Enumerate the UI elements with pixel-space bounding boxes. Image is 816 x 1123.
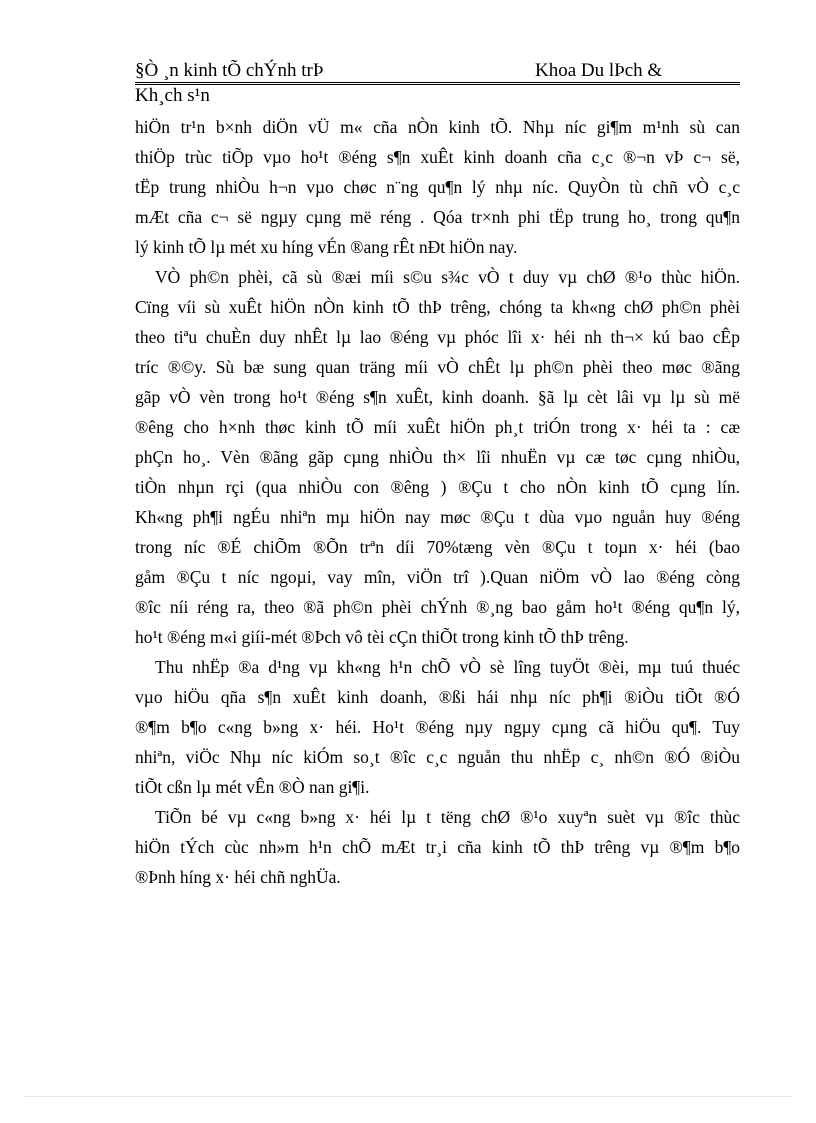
text-line: thiÖp trùc tiÕp vµo ho¹t ®éng s¶n xuÊt kinh doanh cña c¸c ®¬n vÞ c¬ së, [135,147,740,167]
text-line: TiÕn bé vµ c«ng b»ng x· héi lµ t tëng chØ ®¹o xuyªn suèt vµ ®îc thùc [155,807,740,827]
header-course-title: §Ò ¸n kinh tÕ chÝnh trÞ [135,60,324,81]
paragraph [135,262,740,652]
text-line: ho¹t ®éng m«i giíi-mét ®Þch vô tèi cÇn thiÕt trong kinh tÕ thÞ trêng. [135,627,629,647]
text-line: tiÒn nhµn rçi (qua nhiÒu con ®êng ) ®Çu t cho nÒn kinh tÕ cµng lín. [135,477,740,497]
text-line: ®êng cho h×nh thøc kinh tÕ míi xuÊt hiÖn ph¸t triÓn trong x· héi ta : cæ [135,417,740,437]
paragraph [135,652,740,802]
text-line: hiÖn tr¹n b×nh diÖn vÜ m« cña nÒn kinh tÕ. Nhµ níc gi¶m m¹nh sù can [135,117,740,137]
page-header [135,60,740,106]
text-line: tiÕt cßn lµ mét vÊn ®Ò nan gi¶i. [135,777,370,797]
header-divider [135,82,740,85]
text-line: vµo hiÖu qña s¶n xuÊt kinh doanh, ®ßi hái nhµ níc ph¶i ®iÒu tiÕt ®Ó [135,687,740,707]
text-line: gãp vÒ vèn trong ho¹t ®éng s¶n xuÊt, kinh doanh. §ã lµ cèt lâi vµ lµ sù më [135,387,740,407]
text-line: phÇn ho¸. Vèn ®ãng gãp cµng nhiÒu th× lîi nhuËn vµ cæ tøc cµng nhiÒu, [135,447,740,467]
paragraph [135,802,740,892]
text-line: trong níc ®É chiÕm ®Õn trªn díi 70%tæng vèn ®Çu t toµn x· héi (bao [135,537,740,557]
page-bottom-divider [25,1096,791,1097]
header-faculty-continuation: Kh¸ch s¹n [135,85,210,106]
text-line: VÒ ph©n phèi, cã sù ®æi míi s©u s¾c vÒ t duy vµ chØ ®¹o thùc hiÖn. [155,267,740,287]
text-line: ®¶m b¶o c«ng b»ng x· héi. Ho¹t ®éng nµy ngµy cµng cã hiÖu qu¶. Tuy [135,717,740,737]
text-line: Cïng víi sù xuÊt hiÖn nÒn kinh tÕ thÞ trêng, chóng ta kh«ng chØ ph©n phèi [135,297,740,317]
text-line: hiÖn tÝch cùc nh»m h¹n chÕ mÆt tr¸i cña kinh tÕ thÞ trêng vµ ®¶m b¶o [135,837,740,857]
text-line: lý kinh tÕ lµ mét xu híng vÉn ®ang rÊt nÐt hiÖn nay. [135,237,518,257]
text-line: nhiªn, viÖc Nhµ níc kiÓm so¸t ®îc c¸c nguån thu nhËp c¸ nh©n ®Ó ®iÒu [135,747,740,767]
text-line: tríc ®©y. Sù bæ sung quan träng míi vÒ chÊt lµ ph©n phèi theo møc ®ãng [135,357,740,377]
document-body [135,112,740,892]
text-line: mÆt cña c¬ së ngµy cµng më réng . Qóa tr×nh phi tËp trung ho¸ trong qu¶n [135,207,740,227]
header-row [135,60,740,82]
text-line: gåm ®Çu t níc ngoµi, vay mîn, viÖn trî ).Quan niÖm vÒ lao ®éng còng [135,567,740,587]
text-line: ®îc níi réng ra, theo ®ã ph©n phèi chÝnh ®¸ng bao gåm ho¹t ®éng qu¶n lý, [135,597,740,617]
text-line: tËp trung nhiÒu h¬n vµo chøc n¨ng qu¶n lý nhµ níc. QuyÒn tù chñ vÒ c¸c [135,177,740,197]
text-line: Kh«ng ph¶i ngÉu nhiªn mµ hiÖn nay møc ®Çu t dùa vµo nguån huy ®éng [135,507,740,527]
text-line: Thu nhËp ®a d¹ng vµ kh«ng h¹n chÕ vÒ sè lîng tuyÖt ®èi, mµ tuú thuéc [155,657,740,677]
text-line: ®Þnh híng x· héi chñ nghÜa. [135,867,341,887]
paragraph [135,112,740,262]
text-line: theo tiªu chuÈn duy nhÊt lµ lao ®éng vµ phóc lîi x· héi nh th¬× kú bao cÊp [135,327,740,347]
header-faculty: Khoa Du lÞch & [535,60,663,81]
